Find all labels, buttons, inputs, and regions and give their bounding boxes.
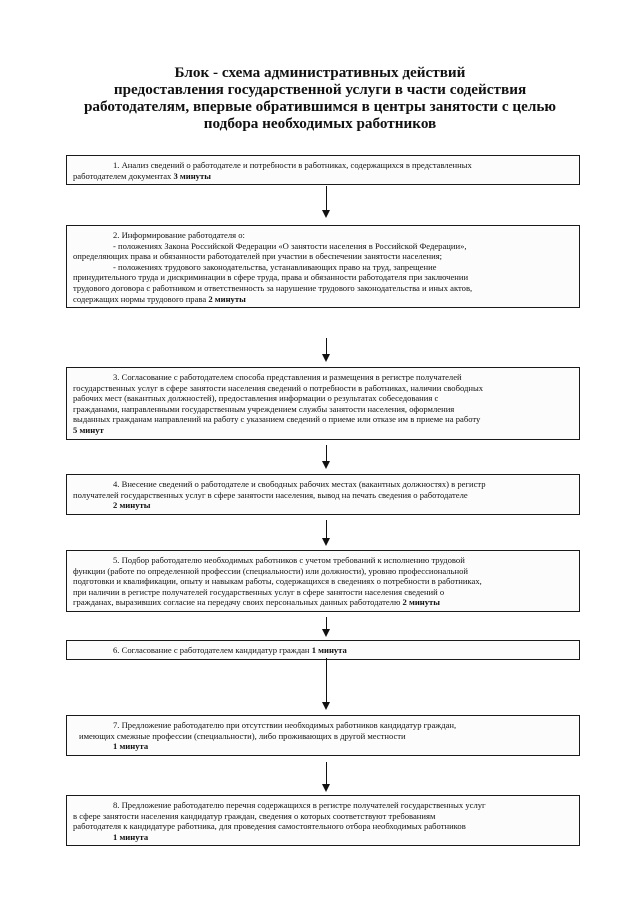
step-3-box	[66, 367, 580, 440]
step-text: имеющих смежные профессии (специальности), либо проживающих в другой местности	[79, 730, 406, 741]
step-text: 5. Подбор работодателю необходимых работников с учетом требований к исполнению трудовой	[113, 555, 465, 565]
step-time: 2 минуты	[402, 597, 440, 608]
flow-arrow	[322, 658, 330, 710]
flow-arrow	[322, 617, 330, 637]
step-1-box	[66, 155, 580, 185]
step-text: выданных гражданам направлений на работу с указанием сведений о приеме или отказе им в приеме на работу	[73, 414, 481, 425]
step-text: 8. Предложение работодателю перечня содержащихся в регистре получателей государственных услуг	[113, 800, 486, 810]
step-text: 1. Анализ сведений о работодателе и потребности в работниках, содержащихся в представленных	[113, 160, 472, 170]
step-time: 1 минута	[113, 741, 149, 752]
step-7-box	[66, 715, 580, 756]
step-text: гражданах, выразивших согласие на передачу своих персональных данных работодателю	[73, 597, 401, 608]
flow-arrow	[322, 520, 330, 546]
step-text: принудительного труда и дискриминации в сфере труда, права и обязанности работодателя при заключении	[73, 272, 469, 283]
step-5-box	[66, 550, 580, 612]
flow-arrow	[322, 186, 330, 218]
step-4-box	[66, 474, 580, 515]
title-line: предоставления государственной услуги в части содействия	[113, 81, 527, 98]
diagram-title	[60, 64, 580, 132]
step-2-box	[66, 225, 580, 308]
step-text: 4. Внесение сведений о работодателе и свободных рабочих местах (вакантных должностях) в регистр	[113, 479, 486, 489]
step-time: 5 минут	[73, 424, 104, 435]
step-text: - положениях Закона Российской Федерации «О занятости населения в Российской Федерации»,	[113, 240, 467, 251]
title-line: подбора необходимых работников	[203, 115, 437, 132]
step-text: рабочих мест (вакантных должностей), предоставления информации о результатах собеседования с	[73, 393, 439, 404]
step-text: трудового договора с работником и ответственность за нарушение трудового законодательства и иных актов,	[73, 282, 473, 293]
step-time: 2 минуты	[208, 293, 246, 304]
step-text: в сфере занятости населения кандидатур граждан, сведения о которых соответствуют требованиям	[73, 810, 436, 821]
title-line: работодателям, впервые обратившимся в центры занятости с целью	[83, 98, 557, 115]
step-text: - положениях трудового законодательства, устанавливающих право на труд, запрещение	[113, 261, 437, 272]
step-text: работодателя к кандидатуре работника, для проведения самостоятельного отбора необходимых работников	[73, 821, 466, 832]
step-text: содержащих нормы трудового права	[73, 293, 207, 304]
step-text: работодателем документах	[73, 170, 172, 181]
step-6-box	[66, 640, 580, 660]
step-text: подготовки и квалификации, опыту и навыкам работы, содержащихся в сведениях о потребности в работниках,	[73, 576, 482, 587]
step-text: 3. Согласование с работодателем способа представления и размещения в регистре получателей	[113, 372, 462, 382]
step-8-box	[66, 795, 580, 846]
step-text: получателей государственных услуг в сфере занятости населения, вывод на печать сведения о работодателе	[73, 489, 468, 500]
step-text: гражданами, направленными государственным учреждением службы занятости населения, оформления	[73, 403, 455, 414]
step-text: 7. Предложение работодателю при отсутствии необходимых работников кандидатур граждан,	[113, 720, 457, 730]
title-line: Блок - схема административных действий	[174, 64, 466, 81]
step-time: 1 минута	[113, 831, 149, 842]
flow-arrow	[322, 445, 330, 469]
step-time: 3 минуты	[173, 170, 211, 181]
flow-arrow	[322, 338, 330, 362]
step-text: 2. Информирование работодателя о:	[113, 230, 245, 240]
step-text: при наличии в регистре получателей государственных услуг в сфере занятости населения сведений о	[73, 586, 445, 597]
step-time: 2 минуты	[113, 500, 151, 511]
step-text: государственных услуг в сфере занятости населения сведений о потребности в работниках, наличии свободных	[73, 382, 484, 393]
step-time: 1 минута	[311, 645, 347, 655]
flow-arrow	[322, 762, 330, 792]
step-text: функции (работе по определенной профессии (специальности) или должности), уровню профессиональной	[73, 565, 469, 576]
step-text: 6. Согласование с работодателем кандидатур граждан	[113, 645, 310, 655]
step-text: определяющих права и обязанности работодателей при участии в обеспечении занятости населения;	[73, 251, 443, 262]
